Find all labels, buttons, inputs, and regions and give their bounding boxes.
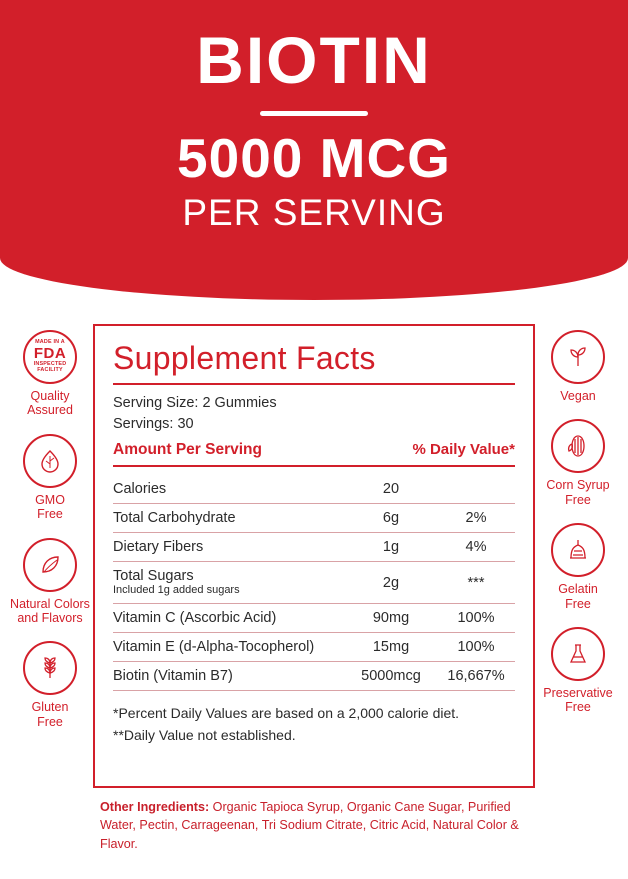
nutrient-name: Vitamin E (d-Alpha-Tocopherol) xyxy=(113,633,345,662)
table-top-divider xyxy=(113,465,515,467)
product-title: BIOTIN xyxy=(196,23,432,97)
nutrient-name: Biotin (Vitamin B7) xyxy=(113,662,345,691)
other-ingredients xyxy=(100,798,530,853)
nutrient-dv: 100% xyxy=(437,633,515,662)
nutrient-amount: 20 xyxy=(345,475,437,504)
daily-value-label: % Daily Value* xyxy=(412,441,515,459)
other-ingredients-label: Other Ingredients: xyxy=(100,800,210,814)
leaf-drop-icon xyxy=(23,434,77,488)
fda-text: FDA xyxy=(33,344,67,362)
nutrient-dv: 4% xyxy=(437,533,515,562)
leaf-icon xyxy=(23,538,77,592)
footnote-not-established: **Daily Value not established. xyxy=(113,726,296,743)
flask-icon xyxy=(551,627,605,681)
fda-made-in-text: MADE IN A xyxy=(35,338,65,345)
badge-preservative-free xyxy=(532,627,624,715)
table-row xyxy=(113,604,515,633)
badge-quality-assured xyxy=(4,330,96,418)
supplement-facts-heading: Supplement Facts xyxy=(113,340,376,376)
badge-caption: Quality Assured xyxy=(27,389,73,418)
fda-seal-icon xyxy=(23,330,77,384)
wheat-icon xyxy=(23,641,77,695)
corn-icon xyxy=(551,419,605,473)
footnote-daily-values: *Percent Daily Values are based on a 2,000 calorie diet. xyxy=(113,705,460,722)
badge-caption: Vegan xyxy=(560,389,596,403)
nutrient-name: Total Carbohydrate xyxy=(113,504,345,533)
nutrient-name: Calories xyxy=(113,475,345,504)
nutrition-table xyxy=(113,475,515,691)
servings-count: Servings: 30 xyxy=(113,416,194,433)
plant-leaves-icon xyxy=(551,330,605,384)
nutrient-dv: 2% xyxy=(437,504,515,533)
fda-facility-text: INSPECTED FACILITY xyxy=(33,361,67,374)
nutrient-name: Total Sugars xyxy=(113,568,194,585)
dose-amount: 5000 MCG xyxy=(177,127,451,190)
nutrient-name-cell xyxy=(113,562,345,604)
nutrient-dv: 16,667% xyxy=(437,662,515,691)
table-row xyxy=(113,633,515,662)
badges-right-column xyxy=(532,330,624,731)
badge-caption: Gelatin Free xyxy=(558,582,598,611)
badge-corn-syrup-free xyxy=(532,419,624,507)
nutrient-subnote: Included 1g added sugars xyxy=(113,584,240,597)
table-row xyxy=(113,504,515,533)
table-row xyxy=(113,475,515,504)
nutrient-amount: 90mg xyxy=(345,604,437,633)
nutrient-amount: 6g xyxy=(345,504,437,533)
jelly-mold-icon xyxy=(551,523,605,577)
nutrient-name: Dietary Fibers xyxy=(113,533,345,562)
amount-per-serving-row xyxy=(113,441,515,459)
table-row xyxy=(113,533,515,562)
amount-per-serving-label: Amount Per Serving xyxy=(113,441,262,459)
nutrient-amount: 1g xyxy=(345,533,437,562)
badge-caption: Preservative Free xyxy=(543,685,613,715)
heading-divider xyxy=(113,383,515,385)
nutrient-amount: 15mg xyxy=(345,633,437,662)
other-ingredients-text: Organic Tapioca Syrup, Organic Cane Sugar, Purified Water, Pectin, Carrageenan, Tri Sodium Citrate, Citric Acid, Natural Color & Flavor. xyxy=(100,800,519,851)
badge-caption: GMO Free xyxy=(35,492,65,522)
badge-gluten-free xyxy=(4,641,96,729)
nutrient-dv: 100% xyxy=(437,604,515,633)
banner-content xyxy=(0,0,628,234)
nutrient-dv: *** xyxy=(437,562,515,604)
serving-size: Serving Size: 2 Gummies xyxy=(113,395,277,411)
badge-caption: Gluten Free xyxy=(31,700,69,729)
nutrient-amount: 2g xyxy=(345,562,437,604)
badge-natural-colors xyxy=(4,538,96,626)
table-row xyxy=(113,562,515,604)
badge-gelatin-free xyxy=(532,523,624,611)
nutrient-dv xyxy=(437,475,515,504)
per-serving-label: PER SERVING xyxy=(182,192,446,234)
supplement-facts-panel xyxy=(93,324,535,788)
badge-caption: Natural Colors and Flavors xyxy=(10,596,90,625)
badge-caption: Corn Syrup Free xyxy=(546,478,610,507)
footnotes xyxy=(113,703,515,746)
nutrient-amount: 5000mcg xyxy=(345,662,437,691)
nutrient-name: Vitamin C (Ascorbic Acid) xyxy=(113,604,345,633)
title-divider xyxy=(260,111,368,116)
badge-vegan xyxy=(532,330,624,403)
header-banner xyxy=(0,0,628,300)
table-row xyxy=(113,662,515,691)
badge-gmo-free xyxy=(4,434,96,522)
badges-left-column xyxy=(4,330,96,745)
